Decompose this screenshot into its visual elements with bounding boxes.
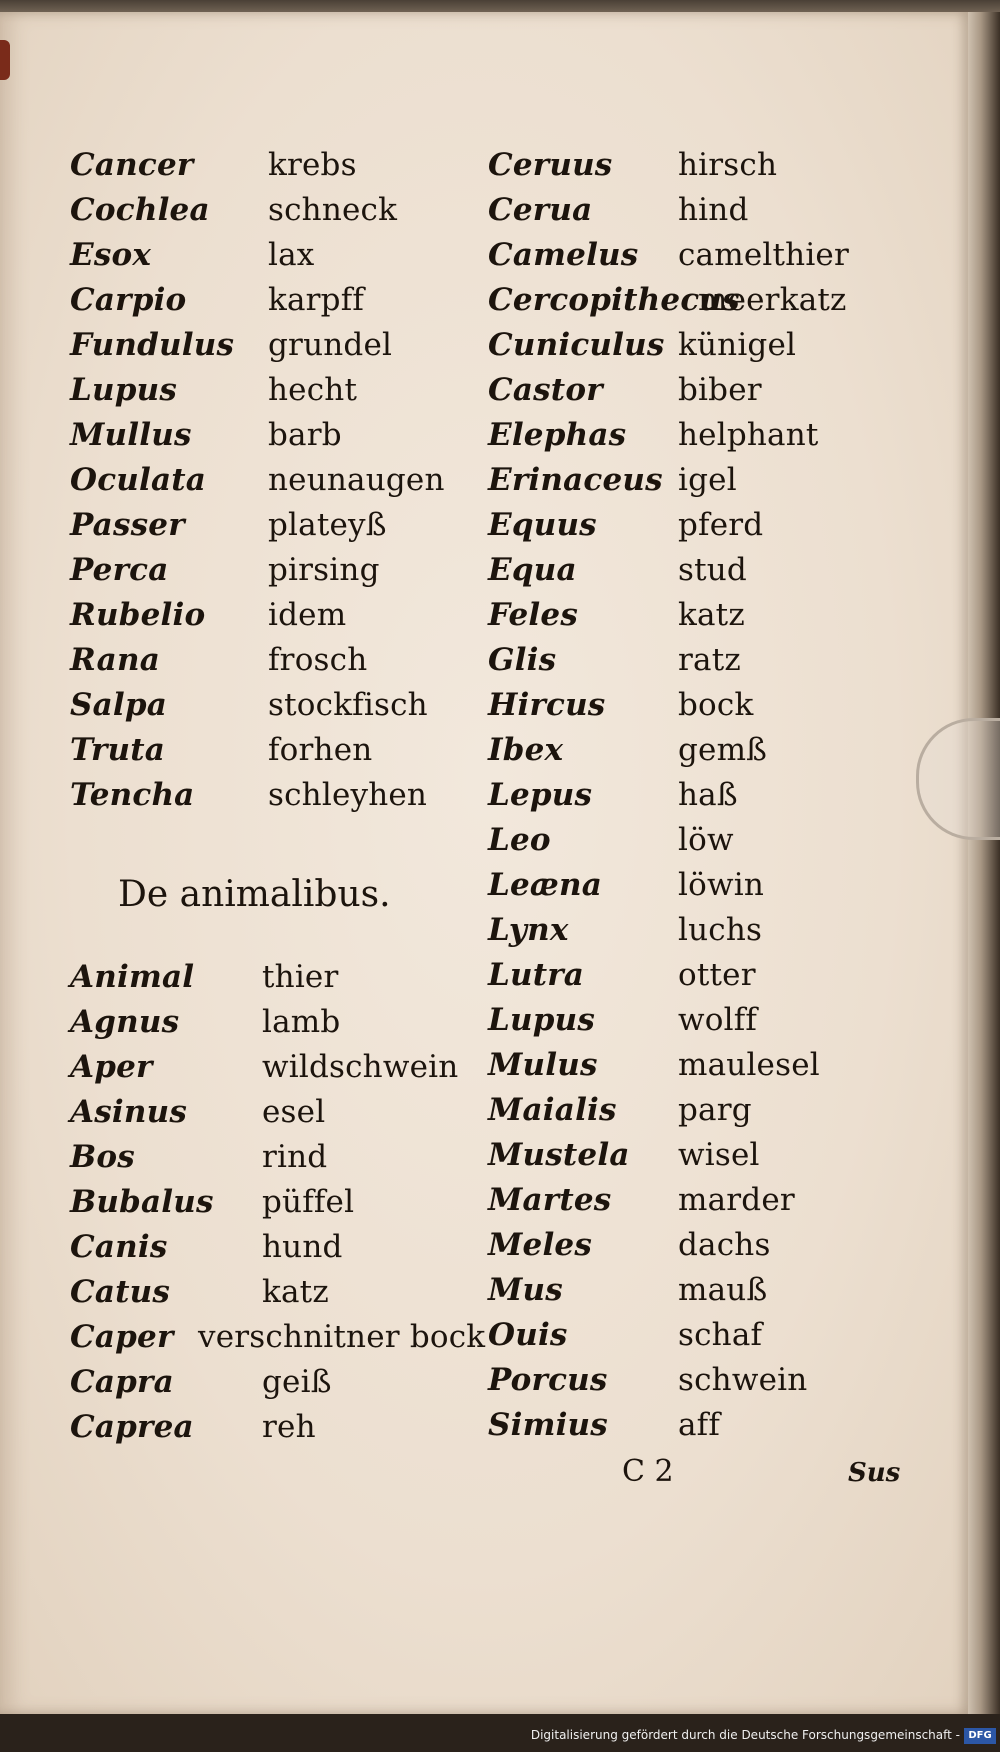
latin-term: Martes: [488, 1182, 612, 1218]
latin-term: Castor: [488, 372, 603, 408]
latin-term: Camelus: [488, 237, 639, 273]
german-term: igel: [678, 462, 737, 498]
latin-term: Feles: [488, 597, 578, 633]
german-term: pferd: [678, 507, 764, 543]
german-term: schaf: [678, 1317, 763, 1353]
german-term: pirsing: [268, 552, 380, 588]
german-term: wolff: [678, 1002, 758, 1038]
german-term: stockfisch: [268, 687, 428, 723]
german-term: hind: [678, 192, 749, 228]
german-term: idem: [268, 597, 347, 633]
german-term: katz: [678, 597, 745, 633]
latin-term: Cerua: [488, 192, 593, 228]
german-term: hecht: [268, 372, 358, 408]
latin-term: Carpio: [70, 282, 187, 318]
german-term: thier: [262, 959, 339, 995]
german-term: lax: [268, 237, 315, 273]
latin-term: Simius: [488, 1407, 608, 1443]
book-page-edge: [968, 12, 1000, 1714]
german-term: schneck: [268, 192, 398, 228]
german-term: ratz: [678, 642, 741, 678]
latin-term: Lepus: [488, 777, 593, 813]
german-term: reh: [262, 1409, 316, 1445]
german-term: wisel: [678, 1137, 760, 1173]
german-term: löwin: [678, 867, 764, 903]
latin-term: Lutra: [488, 957, 585, 993]
german-term: luchs: [678, 912, 763, 948]
footer-bar: [0, 1714, 1000, 1752]
latin-term: Elephas: [488, 417, 627, 453]
latin-term: Cercopithecus: [488, 282, 740, 318]
latin-term: Ibex: [488, 732, 564, 768]
latin-term: Porcus: [488, 1362, 608, 1398]
latin-term: Mullus: [70, 417, 192, 453]
german-term: esel: [262, 1094, 326, 1130]
german-term: löw: [678, 822, 734, 858]
book-page: [0, 12, 968, 1714]
latin-term: Caper: [70, 1319, 174, 1355]
page-tab-mark: [0, 40, 10, 80]
german-term: schleyhen: [268, 777, 428, 813]
dfg-logo: DFG: [964, 1728, 996, 1744]
german-term: künigel: [678, 327, 797, 363]
latin-term: Oculata: [70, 462, 207, 498]
german-term: karpff: [268, 282, 365, 318]
german-term: gemß: [678, 732, 768, 768]
latin-term: Cochlea: [70, 192, 210, 228]
latin-term: Capra: [70, 1364, 174, 1400]
latin-term: Mus: [488, 1272, 563, 1308]
german-term: haß: [678, 777, 738, 813]
latin-term: Asinus: [70, 1094, 188, 1130]
latin-term: Erinaceus: [488, 462, 663, 498]
german-term: krebs: [268, 147, 357, 183]
german-term: neunaugen: [268, 462, 445, 498]
german-term: dachs: [678, 1227, 771, 1263]
german-term: parg: [678, 1092, 752, 1128]
latin-term: Esox: [70, 237, 152, 273]
latin-term: Caprea: [70, 1409, 194, 1445]
german-term: barb: [268, 417, 342, 453]
latin-term: Lynx: [488, 912, 569, 948]
latin-term: Mulus: [488, 1047, 598, 1083]
latin-term: Mustela: [488, 1137, 630, 1173]
german-term: hirsch: [678, 147, 778, 183]
german-term: plateyß: [268, 507, 387, 543]
latin-term: Bos: [70, 1139, 135, 1175]
latin-term: Maialis: [488, 1092, 617, 1128]
latin-term: Meles: [488, 1227, 592, 1263]
latin-term: Rana: [70, 642, 160, 678]
german-term: stud: [678, 552, 747, 588]
german-term: bock: [678, 687, 754, 723]
german-term: püffel: [262, 1184, 355, 1220]
catchword: Sus: [848, 1458, 901, 1488]
latin-term: Leo: [488, 822, 551, 858]
german-term: helphant: [678, 417, 819, 453]
german-term: wildschwein: [262, 1049, 459, 1085]
latin-term: Lupus: [488, 1002, 596, 1038]
latin-term: Rubelio: [70, 597, 206, 633]
german-term: geiß: [262, 1364, 332, 1400]
latin-term: Salpa: [70, 687, 168, 723]
latin-term: Ouis: [488, 1317, 568, 1353]
german-term: lamb: [262, 1004, 341, 1040]
latin-term: Catus: [70, 1274, 171, 1310]
latin-term: Cuniculus: [488, 327, 665, 363]
latin-term: Agnus: [70, 1004, 180, 1040]
latin-term: Glis: [488, 642, 557, 678]
latin-term: Animal: [70, 959, 195, 995]
german-term: schwein: [678, 1362, 808, 1398]
german-term: marder: [678, 1182, 795, 1218]
latin-term: Lupus: [70, 372, 178, 408]
latin-term: Ceruus: [488, 147, 613, 183]
section-heading: De animalibus.: [118, 874, 391, 915]
latin-term: Cancer: [70, 147, 194, 183]
german-term: verschnitner bock: [198, 1319, 486, 1355]
latin-term: Tencha: [70, 777, 195, 813]
latin-term: Equus: [488, 507, 597, 543]
german-term: forhen: [268, 732, 373, 768]
german-term: aff: [678, 1407, 721, 1443]
latin-term: Bubalus: [70, 1184, 214, 1220]
german-term: frosch: [268, 642, 368, 678]
german-term: grundel: [268, 327, 393, 363]
german-term: hund: [262, 1229, 343, 1265]
latin-term: Canis: [70, 1229, 168, 1265]
latin-term: Leæna: [488, 867, 603, 903]
german-term: mauß: [678, 1272, 768, 1308]
german-term: rind: [262, 1139, 328, 1175]
latin-term: Truta: [70, 732, 166, 768]
german-term: maulesel: [678, 1047, 820, 1083]
latin-term: Perca: [70, 552, 169, 588]
german-term: biber: [678, 372, 762, 408]
german-term: camelthier: [678, 237, 850, 273]
latin-term: Passer: [70, 507, 185, 543]
footer-credit: Digitalisierung gefördert durch die Deutsche Forschungsgemeinschaft -: [530, 1728, 960, 1742]
german-term: meerkatz: [698, 282, 847, 318]
latin-term: Equa: [488, 552, 577, 588]
latin-term: Hircus: [488, 687, 606, 723]
latin-term: Aper: [70, 1049, 153, 1085]
latin-term: Fundulus: [70, 327, 235, 363]
german-term: otter: [678, 957, 756, 993]
signature-mark: C 2: [622, 1454, 674, 1489]
german-term: katz: [262, 1274, 329, 1310]
